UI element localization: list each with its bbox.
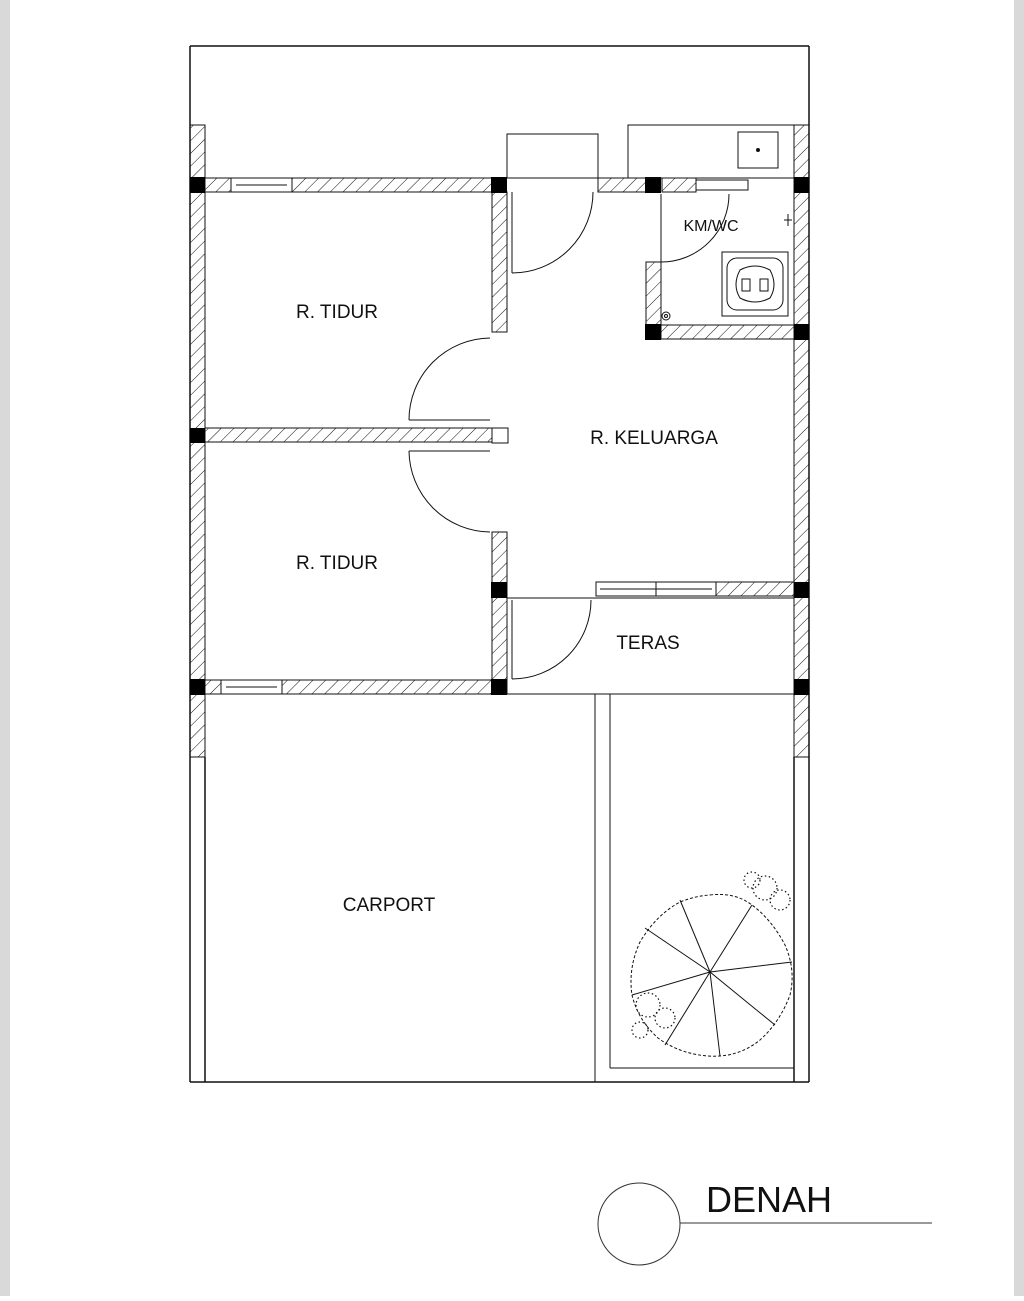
left-frame-bar [0, 0, 10, 1296]
tree-icon [631, 872, 792, 1056]
room-label-bathroom: KM/WC [683, 218, 739, 235]
room-label-bedroom-bottom: R. TIDUR [296, 553, 378, 574]
room-label-terrace: TERAS [616, 633, 680, 654]
title-circle [598, 1183, 680, 1265]
room-label-family-room: R. KELUARGA [590, 428, 718, 449]
right-frame-bar [1014, 0, 1024, 1296]
garden-planter [595, 694, 794, 1082]
room-label-carport: CARPORT [342, 895, 436, 916]
service-area-fixtures [507, 125, 794, 178]
room-label-bedroom-top: R. TIDUR [296, 302, 378, 323]
drawing-title: DENAH [706, 1179, 833, 1220]
title-block [598, 1179, 932, 1265]
room-labels [296, 218, 739, 916]
